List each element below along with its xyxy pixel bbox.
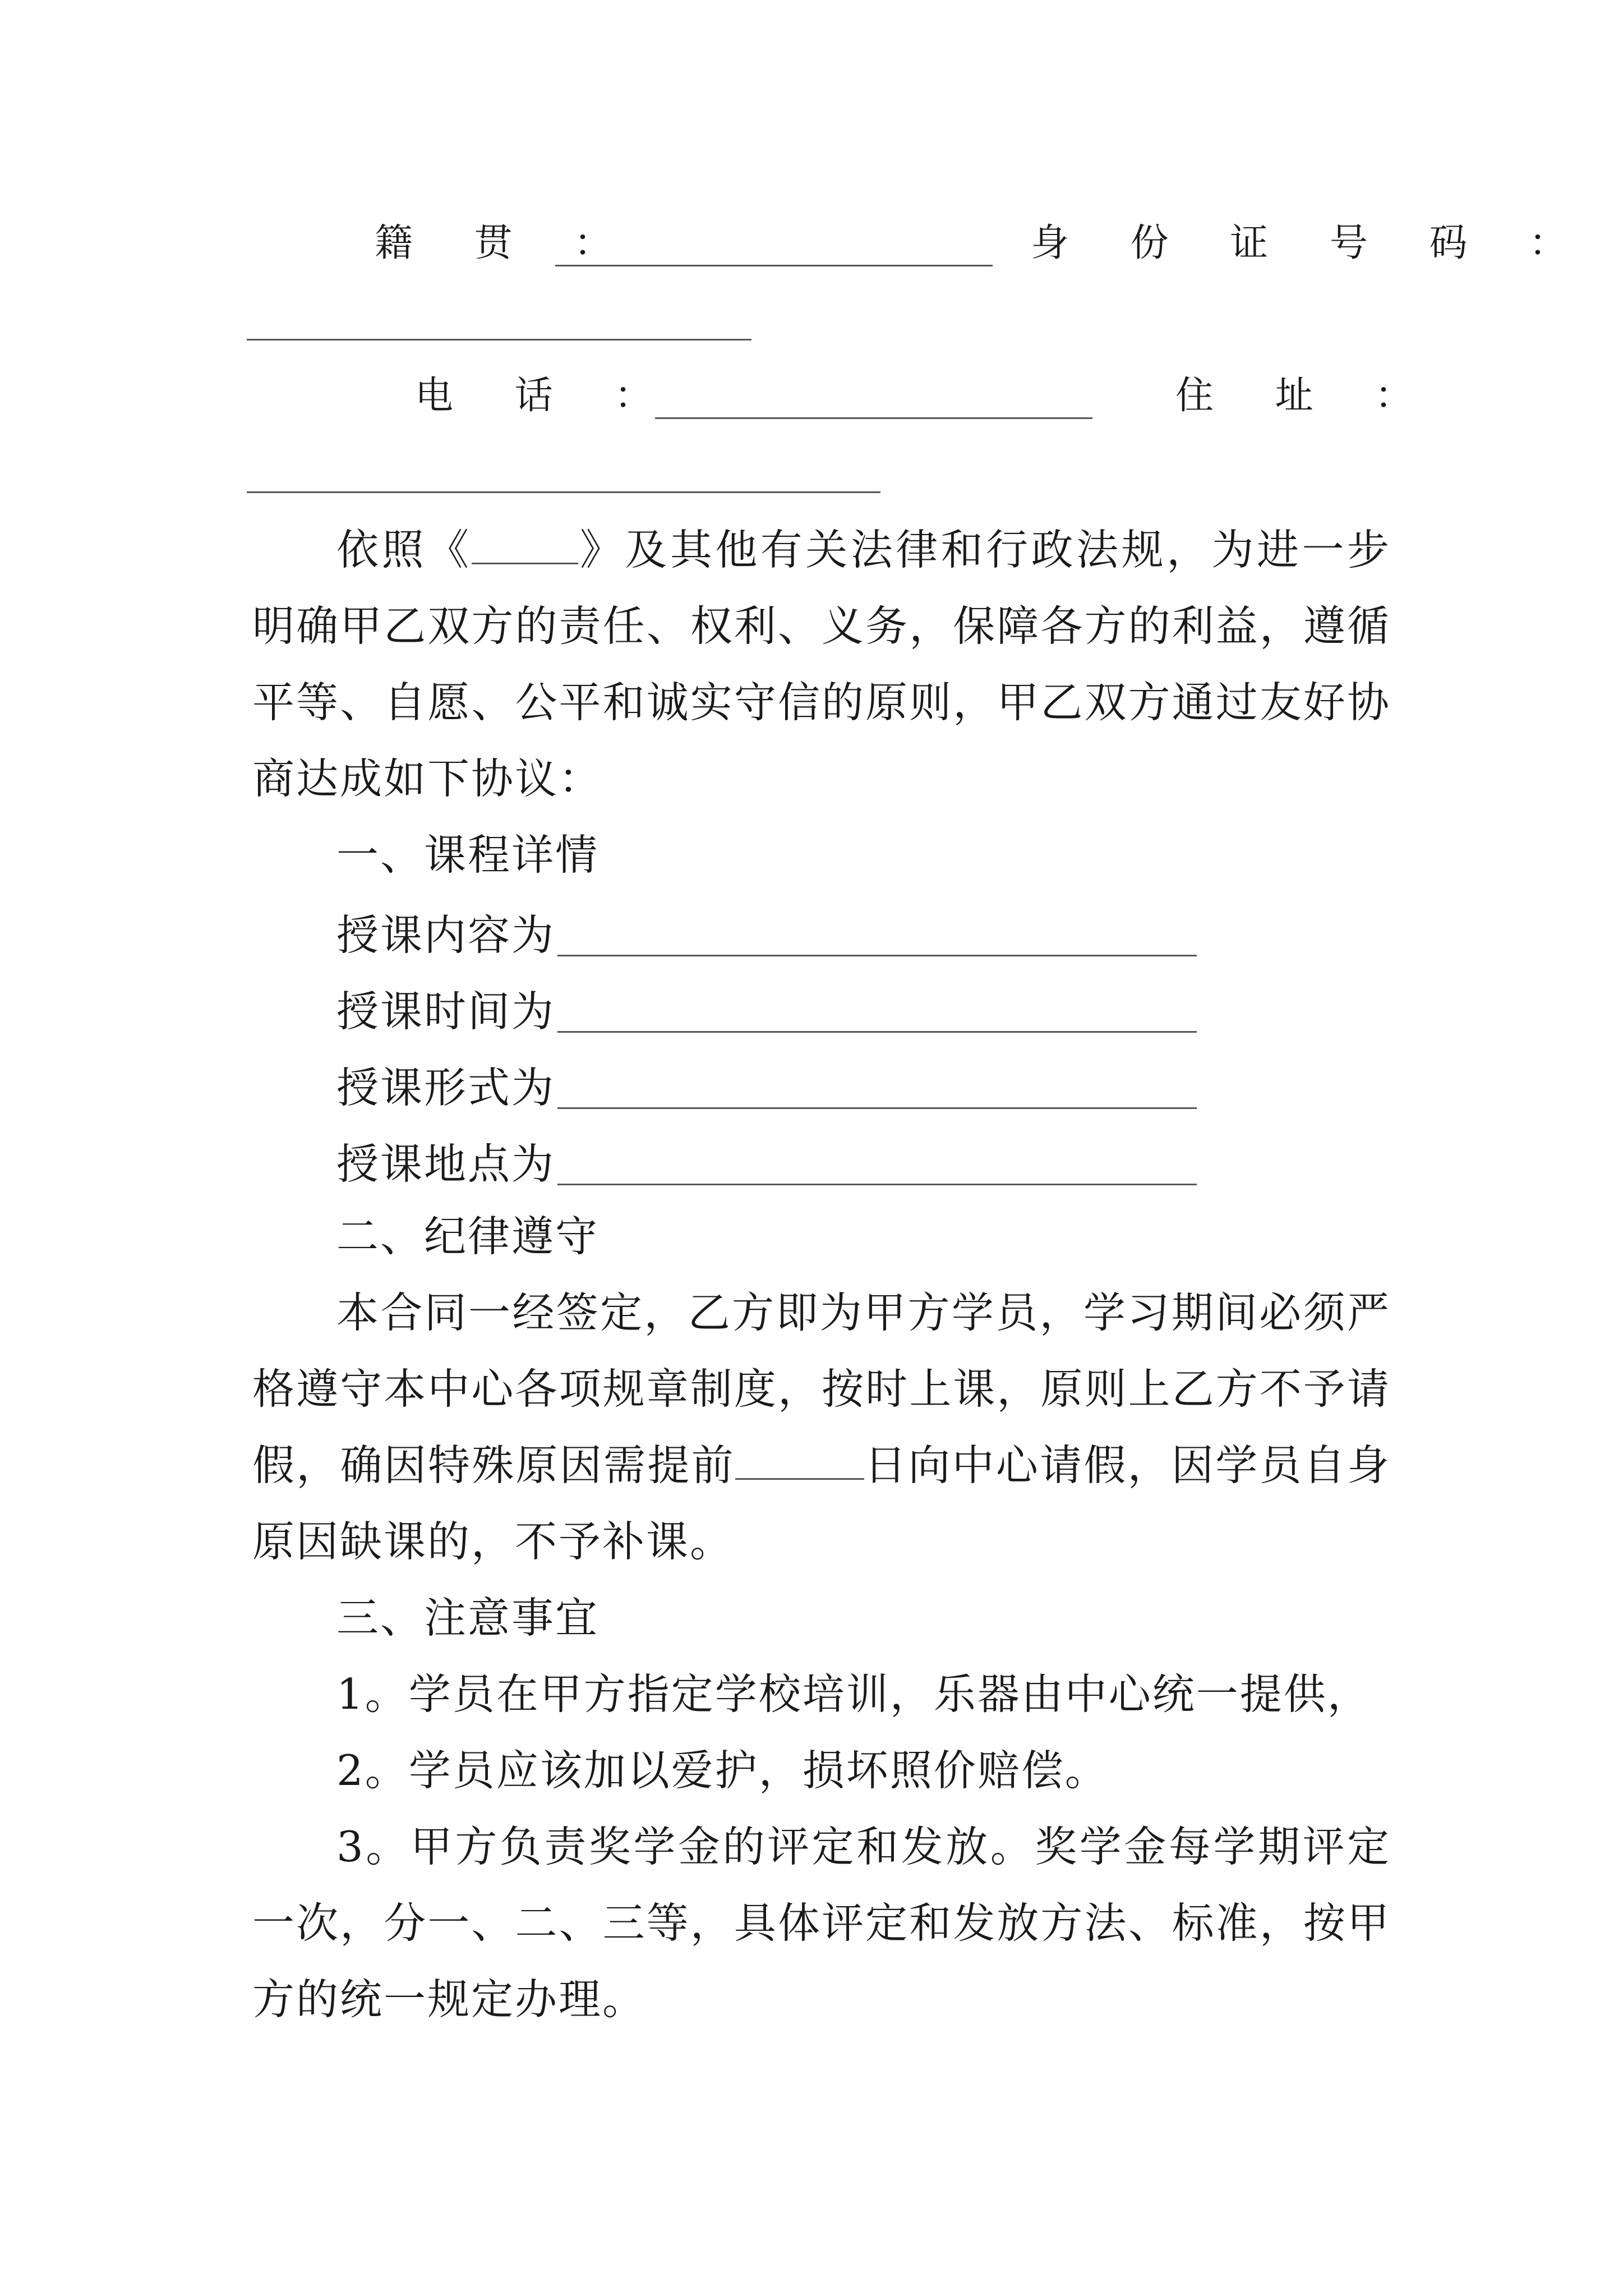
law-name-blank[interactable]: [472, 529, 578, 564]
section3-item-3: 3。甲方负责奖学金的评定和发放。奖学金每学期评定一次，分一、二、三等，具体评定和发放方法、标准，按甲方的统一规定办理。: [252, 1822, 1391, 2024]
course-location-blank[interactable]: [557, 1150, 1197, 1185]
address-label: 住 址 ：: [1175, 374, 1438, 418]
native-place-blank[interactable]: [555, 265, 993, 266]
id-number-blank[interactable]: [247, 339, 751, 341]
section3-item-1: 1。学员在甲方指定学校培训，乐器由中心统一提供，: [336, 1669, 1371, 1719]
section2-text-part1: 本合同一经签定，乙方即为甲方学员，学习期间必须严格遵守本中心各项规章制度，按时上课，原则上乙方不予请假，确因特殊原因需提前: [252, 1288, 1391, 1490]
course-time-row: [336, 987, 1197, 1036]
course-location-row: [336, 1139, 1197, 1189]
course-time-blank[interactable]: [557, 997, 1197, 1033]
course-format-row: [336, 1063, 1197, 1112]
section2-heading: 二、纪律遵守: [336, 1212, 600, 1261]
address-blank[interactable]: [247, 491, 880, 493]
course-format-blank[interactable]: [557, 1074, 1197, 1109]
phone-label: 电 话 ：: [415, 374, 677, 418]
section1-heading: 一、课程详情: [336, 830, 600, 880]
id-number-label: 身 份 证 号 码 ：: [1031, 221, 1592, 265]
intro-text-part2: 》及其他有关法律和行政法规，为进一步明确甲乙双方的责任、权利、义务，保障各方的利益，遵循平等、自愿、公平和诚实守信的原则，甲乙双方通过友好协商达成如下协议：: [252, 525, 1391, 803]
course-location-label: 授课地点为: [336, 1139, 556, 1189]
native-place-label: 籍 贯 ：: [375, 221, 637, 265]
course-content-label: 授课内容为: [336, 910, 556, 960]
course-time-label: 授课时间为: [336, 987, 556, 1036]
course-content-row: [336, 910, 1197, 960]
section2-paragraph: [252, 1274, 1391, 1580]
section2-text-part2: 日向中心请假，因学员自身原因缺课的，不予补课。: [252, 1441, 1391, 1566]
course-content-blank[interactable]: [557, 921, 1197, 956]
section3-item-2: 2。学员应该加以爱护，损坏照价赔偿。: [336, 1746, 1109, 1795]
intro-paragraph: [252, 512, 1391, 817]
phone-blank[interactable]: [655, 417, 1092, 419]
leave-days-blank[interactable]: [735, 1444, 864, 1480]
intro-text-part1: 依照《: [336, 525, 472, 574]
course-format-label: 授课形式为: [336, 1063, 556, 1112]
section3-heading: 三、注意事宜: [336, 1593, 600, 1642]
